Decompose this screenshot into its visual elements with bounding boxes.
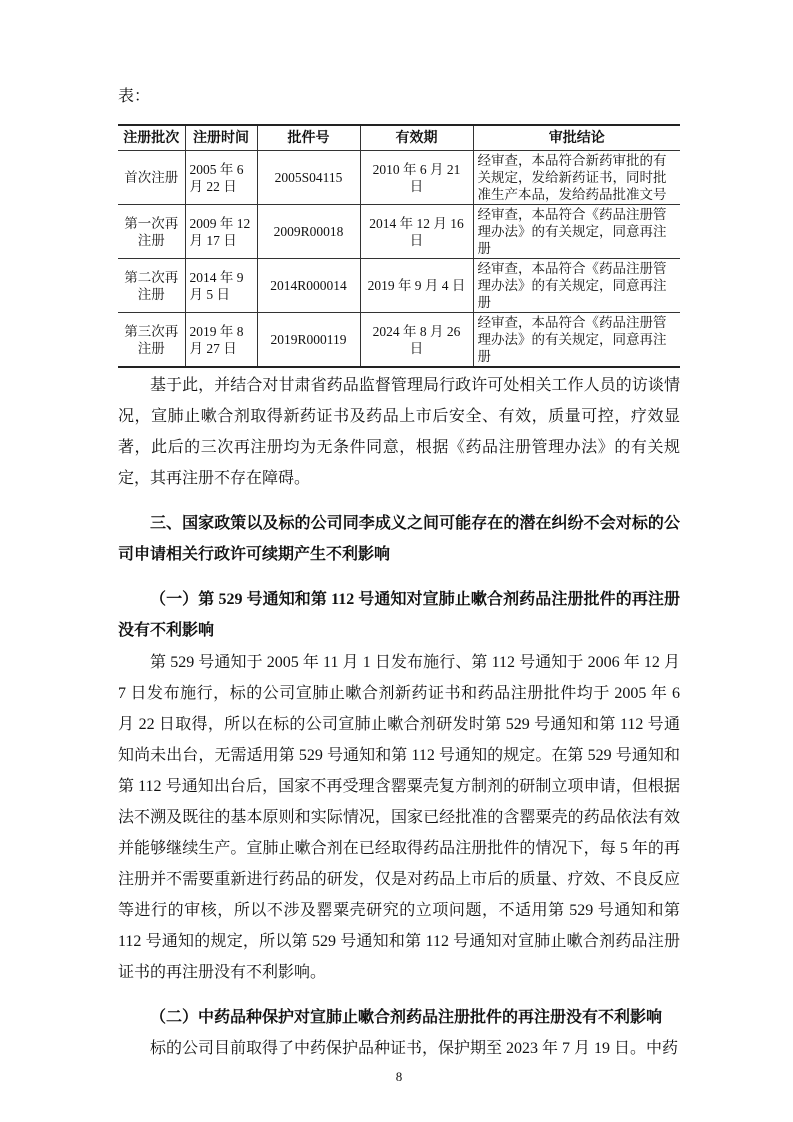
column-header: 注册批次 [118,125,185,151]
registration-table [118,124,680,368]
table-row [118,205,680,259]
table-cell: 经审查，本品符合新药审批的有关规定，发给新药证书，同时批准生产本品，发给药品批准文号 [473,151,680,205]
table-cell: 经审查，本品符合《药品注册管理办法》的有关规定，同意再注册 [473,259,680,313]
table-cell: 2014 年 12 月 16 日 [360,205,473,259]
table-cell: 2009 年 12 月 17 日 [185,205,257,259]
table-cell: 2005S04115 [257,151,360,205]
table-header-row [118,125,680,151]
subsection-heading: （二）中药品种保护对宣肺止嗽合剂药品注册批件的再注册没有不利影响 [150,1009,663,1026]
table-cell: 2024 年 8 月 26 日 [360,313,473,368]
table-row [118,151,680,205]
paragraph: 基于此，并结合对甘肃省药品监督管理局行政许可处相关工作人员的访谈情况，宣肺止嗽合剂取得新药证书及药品上市后安全、有效，质量可控，疗效显著，此后的三次再注册均为无条件同意，根据《药品注册管理办法》的有关规定，其再注册不存在障碍。 [118,377,680,487]
column-header: 批件号 [257,125,360,151]
paragraph: 标的公司目前取得了中药保护品种证书，保护期至 2023 年 7 月 19 日。中药 [150,1040,679,1057]
table-cell: 第二次再注册 [118,259,185,313]
table-cell: 经审查，本品符合《药品注册管理办法》的有关规定，同意再注册 [473,313,680,368]
table-row [118,313,680,368]
table-row [118,259,680,313]
table-cell: 2014R000014 [257,259,360,313]
section-heading: 三、国家政策以及标的公司同李成义之间可能存在的潜在纠纷不会对标的公司申请相关行政许可续期产生不利影响 [118,515,680,563]
table-lead: 表： [118,88,151,105]
subsection-heading: （一）第 529 号通知和第 112 号通知对宣肺止嗽合剂药品注册批件的再注册没有不利影响 [118,591,680,639]
column-header: 审批结论 [473,125,680,151]
table-cell: 经审查，本品符合《药品注册管理办法》的有关规定，同意再注册 [473,205,680,259]
body-text [118,370,680,1064]
table-cell: 首次注册 [118,151,185,205]
column-header: 注册时间 [185,125,257,151]
table-cell: 2009R00018 [257,205,360,259]
table-cell: 2014 年 9 月 5 日 [185,259,257,313]
table-cell: 2019R000119 [257,313,360,368]
table-cell: 2010 年 6 月 21 日 [360,151,473,205]
column-header: 有效期 [360,125,473,151]
document-page [118,0,680,1116]
table-cell: 2019 年 9 月 4 日 [360,259,473,313]
table-cell: 2019 年 8 月 27 日 [185,313,257,368]
table-cell: 2005 年 6 月 22 日 [185,151,257,205]
page-number: 8 [395,1069,403,1084]
table-cell: 第一次再注册 [118,205,185,259]
paragraph: 第 529 号通知于 2005 年 11 月 1 日发布施行、第 112 号通知于 2006 年 12 月 7 日发布施行，标的公司宣肺止嗽合剂新药证书和药品注册批件均于 2005 年 6 月 22 日取得，所以在标的公司宣肺止嗽合剂研发时第 529 号通知和第 112 号通知尚未出台，无需适用第 529 号通知和第 112 号通知的规定。在第 529 号通知和第 112 号通知出台后，国家不再受理含罂粟壳复方制剂的研制立项申请，但根据法不溯及既往的基本原则和实际情况，国家已经批准的含罂粟壳的药品依法有效并能够继续生产。宣肺止嗽合剂在已经取得药品注册批件的情况下，每 5 年的再注册并不需要重新进行药品的研发，仅是对药品上市后的质量、疗效、不良反应等进行的审核，所以不涉及罂粟壳研究的立项问题，不适用第 529 号通知和第 112 号通知的规定，所以第 529 号通知和第 112 号通知对宣肺止嗽合剂药品注册证书的再注册没有不利影响。 [118,654,680,981]
table-cell: 第三次再注册 [118,313,185,368]
